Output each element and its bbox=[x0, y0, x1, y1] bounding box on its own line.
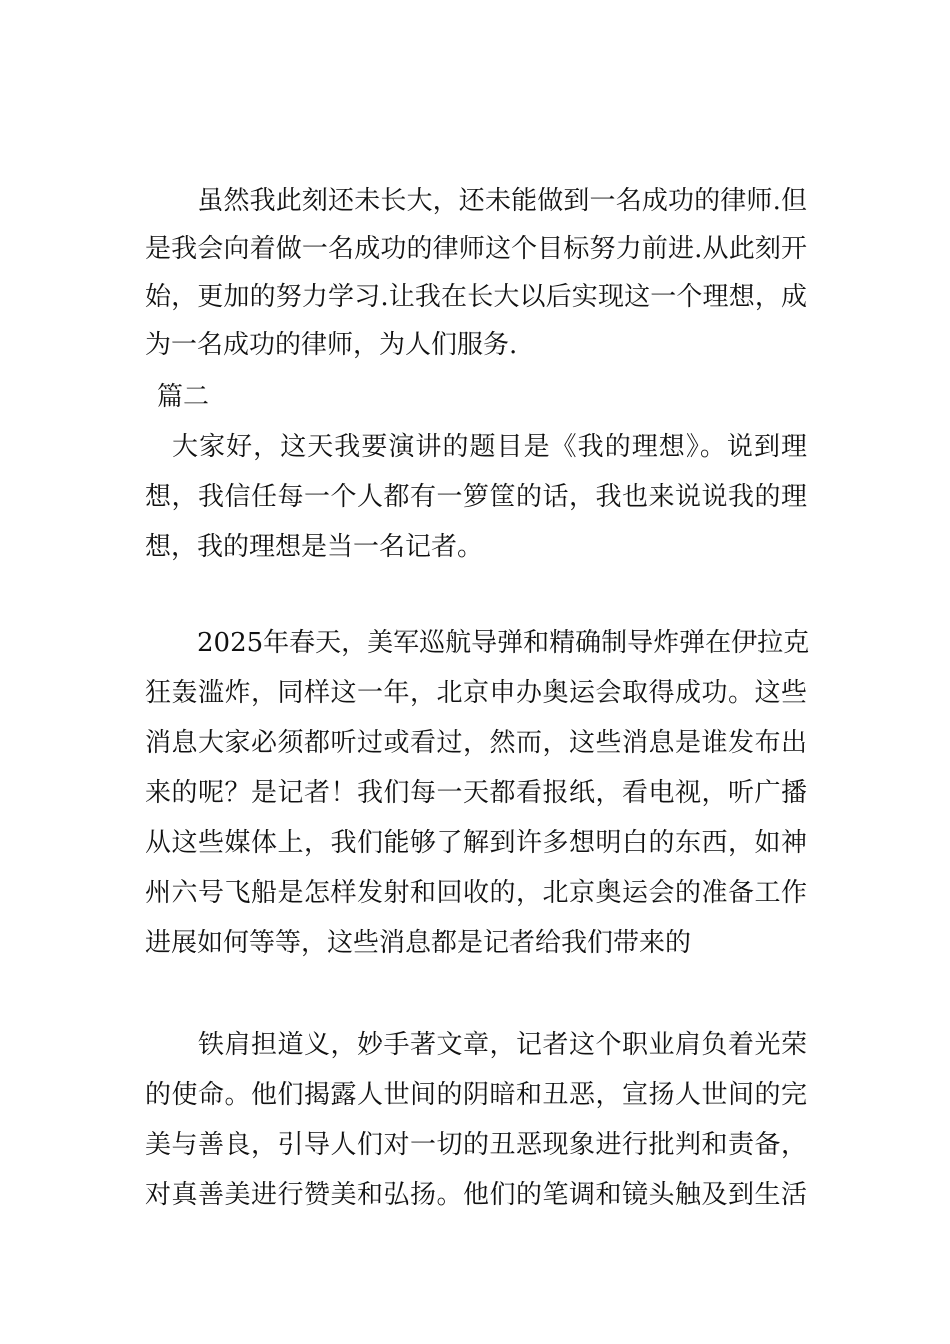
paragraph-line: 为一名成功的律师，为人们服务. bbox=[145, 330, 518, 360]
paragraph-line: 铁肩担道义，妙手著文章，记者这个职业肩负着光荣 bbox=[145, 1030, 807, 1060]
section-heading: 篇二 bbox=[157, 382, 210, 412]
paragraph-line: 美与善良，引导人们对一切的丑恶现象进行批判和责备， bbox=[145, 1130, 807, 1160]
paragraph-line: 的使命。他们揭露人世间的阴暗和丑恶，宣扬人世间的完 bbox=[145, 1080, 807, 1110]
paragraph-line: 对真善美进行赞美和弘扬。他们的笔调和镜头触及到生活 bbox=[145, 1180, 807, 1210]
paragraph-line: 进展如何等等，这些消息都是记者给我们带来的 bbox=[145, 928, 692, 958]
paragraph-line: 2025年春天，美军巡航导弹和精确制导炸弹在伊拉克 bbox=[145, 628, 810, 658]
paragraph-line: 从这些媒体上，我们能够了解到许多想明白的东西，如神 bbox=[145, 828, 807, 858]
paragraph-line: 始，更加的努力学习.让我在长大以后实现这一个理想，成 bbox=[145, 282, 807, 312]
paragraph-line: 消息大家必须都听过或看过，然而，这些消息是谁发布出 bbox=[145, 728, 807, 758]
paragraph-line: 大家好，这天我要演讲的题目是《我的理想》。说到理 bbox=[145, 432, 807, 462]
paragraph-line: 州六号飞船是怎样发射和回收的，北京奥运会的准备工作 bbox=[145, 878, 807, 908]
paragraph-line: 狂轰滥炸，同样这一年，北京申办奥运会取得成功。这些 bbox=[145, 678, 807, 708]
paragraph-line: 想，我信任每一个人都有一箩筐的话，我也来说说我的理 bbox=[145, 482, 807, 512]
paragraph-line: 是我会向着做一名成功的律师这个目标努力前进.从此刻开 bbox=[145, 234, 807, 264]
paragraph-line: 虽然我此刻还未长大，还未能做到一名成功的律师.但 bbox=[145, 186, 807, 216]
paragraph-line: 想，我的理想是当一名记者。 bbox=[145, 532, 484, 562]
paragraph-line: 来的呢？是记者！我们每一天都看报纸，看电视，听广播 bbox=[145, 778, 807, 808]
